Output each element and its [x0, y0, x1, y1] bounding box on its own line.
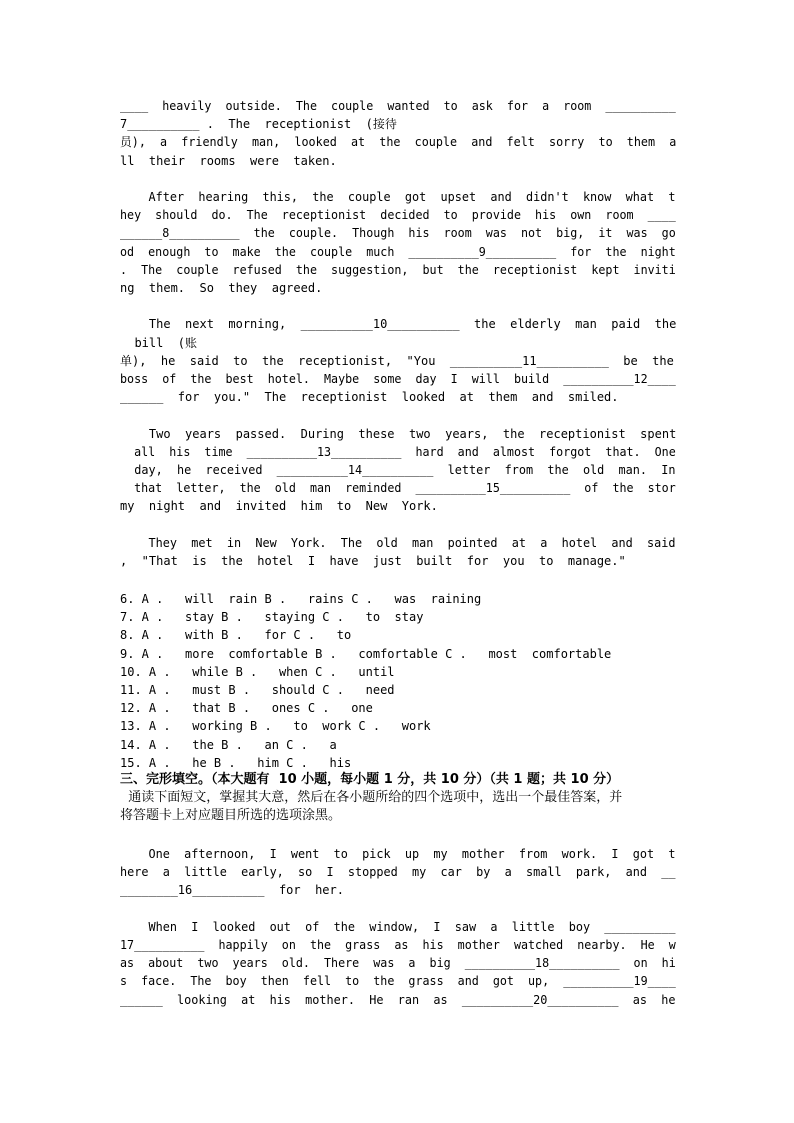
passage-line: Two years passed. During these two years, the receptionist spent	[120, 426, 677, 441]
passage-line: od enough to make the couple much __________9__________ for the night	[120, 244, 676, 259]
passage-line: One afternoon, I went to pick up my mother from work. I got t	[120, 847, 676, 861]
section-3-heading: 三、完形填空。（本大题有 10 小题，每小题 1 分，共 10 分）（共 1 题；共 10 分）	[120, 772, 620, 787]
option-line: 13. A . working B . to work C . work	[120, 719, 431, 734]
option-line: 14. A . the B . an C . a	[120, 737, 337, 752]
passage-line: ______8__________ the couple. Though his room was not big, it was go	[120, 226, 676, 241]
option-line: 6. A . will rain B . rains C . was raining	[120, 592, 482, 606]
passage-line: ______ for you." The receptionist looked at them and smiled.	[120, 390, 619, 405]
option-line: 7. A . stay B . staying C . to stay	[120, 610, 424, 625]
section-3-instruction-line-2: 将答题卡上对应题目所选的选项涂黑。	[120, 808, 342, 823]
passage-line: 7__________ . The receptionist (接待	[120, 117, 397, 132]
passage-line: s face. The boy then fell to the grass and got up, __________19____	[120, 974, 676, 989]
section-3-instruction-line-1: 通读下面短文，掌握其大意，然后在各小题所给的四个选项中，选出一个最佳答案，并	[120, 790, 623, 805]
passage-line: 员), a friendly man, looked at the couple and felt sorry to them a	[120, 135, 677, 150]
option-line: 10. A . while B . when C . until	[120, 664, 395, 679]
passage-line: here a little early, so I stopped my car by a small park, and __	[120, 865, 676, 880]
passage-line: 单), he said to the receptionist, "You __________11__________ be the	[120, 353, 674, 368]
passage-line: all his time __________13__________ hard and almost forgot that. One	[120, 444, 676, 459]
option-line: 9. A . more comfortable B . comfortable C . most comfortable	[120, 646, 612, 661]
passage-line: that letter, the old man reminded __________15__________ of the stor	[120, 481, 676, 496]
passage-line: ________16__________ for her.	[120, 883, 344, 898]
passage-line: bill (账	[120, 335, 198, 350]
option-line: 11. A . must B . should C . need	[120, 683, 395, 697]
passage-line: ng them. So they agreed.	[120, 281, 323, 295]
passage-line: boss of the best hotel. Maybe some day I will build __________12____	[120, 372, 676, 386]
passage-line: ______ looking at his mother. He ran as __________20__________ as he	[120, 992, 676, 1007]
passage-line: , "That is the hotel I have just built for you to manage."	[120, 554, 626, 568]
passage-line: as about two years old. There was a big __________18__________ on hi	[120, 956, 676, 971]
passage-line: my night and invited him to New York.	[120, 499, 438, 514]
passage-line: The next morning, __________10__________ the elderly man paid the	[120, 317, 677, 332]
option-line: 8. A . with B . for C . to	[120, 628, 352, 643]
passage-line: day, he received __________14__________ letter from the old man. In	[120, 463, 676, 477]
passage-line: 17__________ happily on the grass as his mother watched nearby. He w	[120, 938, 676, 952]
passage-line: When I looked out of the window, I saw a little boy __________	[120, 919, 676, 934]
passage-line: ____ heavily outside. The couple wanted to ask for a room __________	[120, 99, 676, 113]
option-line: 12. A . that B . ones C . one	[120, 701, 373, 716]
option-line: 15. A . he B . him C . his	[120, 755, 352, 770]
passage-line: . The couple refused the suggestion, but the receptionist kept inviti	[120, 262, 676, 277]
passage-line: They met in New York. The old man pointed at a hotel and said	[120, 535, 676, 550]
passage-line: After hearing this, the couple got upset and didn't know what t	[120, 190, 676, 204]
passage-line: hey should do. The receptionist decided to provide his own room ____	[120, 208, 676, 223]
passage-line: ll their rooms were taken.	[120, 153, 337, 168]
